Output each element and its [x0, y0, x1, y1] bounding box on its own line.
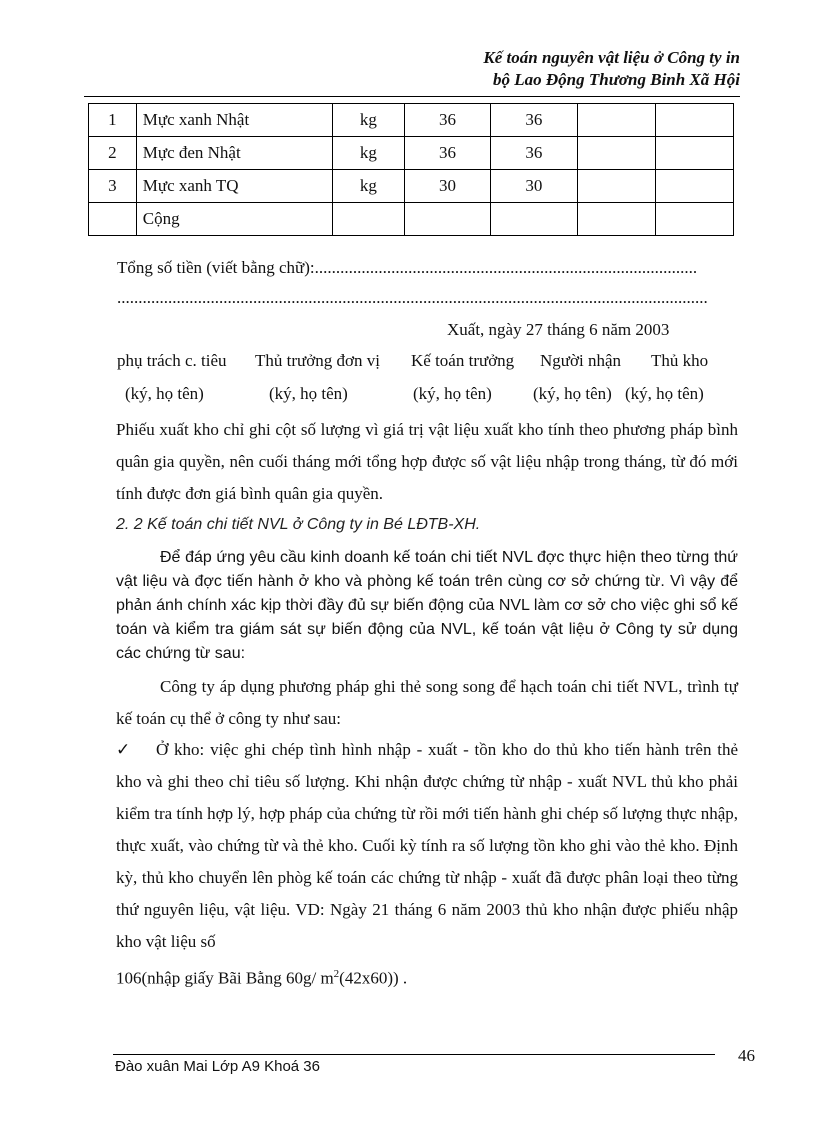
row-price: [577, 137, 655, 170]
page-header: [483, 47, 740, 91]
role-1: phụ trách c. tiêu: [117, 351, 227, 370]
table-total-row: [89, 203, 734, 236]
row-price: [577, 170, 655, 203]
materials-table: [88, 103, 734, 236]
row-qty-issued: 36: [491, 104, 577, 137]
note-5: (ký, họ tên): [625, 384, 704, 403]
row-qty-requested: 30: [404, 170, 490, 203]
paragraph-4-tail: (42x60)) .: [339, 968, 408, 988]
paragraph-3: Công ty áp dụng phương pháp ghi thẻ song song để hạch toán chi tiết NVL, trình tự kế toán cụ thể ở công ty như sau:: [116, 677, 738, 728]
note-1: (ký, họ tên): [125, 384, 204, 403]
row-qty-requested: 36: [404, 104, 490, 137]
page-number: 46: [738, 1046, 755, 1065]
role-2: Thủ trưởng đơn vị: [255, 351, 380, 370]
header-rule: [84, 96, 740, 97]
checkmark-icon: ✓: [116, 740, 131, 759]
total-label: Cộng: [136, 203, 332, 236]
role-4: Người nhận: [540, 351, 621, 370]
row-unit: kg: [332, 170, 404, 203]
row-unit: kg: [332, 104, 404, 137]
table-row: [89, 137, 734, 170]
row-no: 3: [89, 170, 137, 203]
superscript: 2: [333, 968, 340, 980]
row-name: Mực xanh Nhật: [136, 104, 332, 137]
paragraph-4: [116, 734, 738, 995]
row-unit: kg: [332, 137, 404, 170]
footer-text: Đào xuân Mai Lớp A9 Khoá 36: [115, 1058, 320, 1075]
paragraph-2: Để đáp ứng yêu cầu kinh doanh kế toán chi tiết NVL đợc thực hiện theo từng thứ vật liệu và đợc tiến hành ở kho và phòng kế toán trên cùng cơ sở chứng từ. Vì vậy để phản ánh chính xác kịp thời đầy đủ sự biến động của NVL làm cơ sở cho việc ghi sổ kế toán và kiểm tra giám sát sự biến động của NVL, kế toán vật liệu ở Công ty sử dụng các chứng từ sau:: [116, 549, 738, 662]
row-qty-issued: 30: [491, 170, 577, 203]
row-name: Mực đen Nhật: [136, 137, 332, 170]
paragraph-4-text: Ở kho: việc ghi chép tình hình nhập - xuất - tồn kho do thủ kho tiến hành trên thẻ kho và ghi theo chỉ tiêu số lượng. Khi nhận được chứng từ nhập - xuất NVL thủ kho phải kiểm tra tính hợp lý, hợp pháp của chứng từ rồi mới tiến hành ghi chép số lượng thực nhập, thực xuất, vào chứng từ và thẻ kho. Cuối kỳ tính ra số lượng tồn kho ghi vào thẻ kho. Định kỳ, thủ kho chuyển lên phòg kế toán các chứng từ nhập - xuất đã được phân loại theo từng thứ nguyên liệu, vật liệu. VD: Ngày 21 tháng 6 năm 2003 thủ kho nhận được phiếu nhập kho vật liệu số: [116, 740, 738, 951]
row-amount: [655, 137, 733, 170]
section-heading: 2. 2 Kế toán chi tiết NVL ở Công ty in Bé LĐTB-XH.: [116, 516, 481, 533]
header-line-2: bộ Lao Động Thương Binh Xã Hội: [493, 70, 740, 89]
row-name: Mực xanh TQ: [136, 170, 332, 203]
header-line-1: Kế toán nguyên vật liệu ở Công ty in: [483, 48, 740, 67]
note-4: (ký, họ tên): [533, 384, 612, 403]
paragraph-4-last: 106(nhập giấy Bãi Bằng 60g/ m: [116, 968, 334, 988]
note-2: (ký, họ tên): [269, 384, 348, 403]
row-qty-requested: 36: [404, 137, 490, 170]
row-amount: [655, 170, 733, 203]
footer-rule: [113, 1054, 715, 1055]
issue-date: Xuất, ngày 27 tháng 6 năm 2003: [447, 320, 670, 339]
row-price: [577, 104, 655, 137]
table-row: [89, 170, 734, 203]
row-no: 2: [89, 137, 137, 170]
row-no: 1: [89, 104, 137, 137]
row-amount: [655, 104, 733, 137]
role-3: Kế toán trưởng: [411, 351, 515, 370]
paragraph-1: Phiếu xuất kho chỉ ghi cột số lượng vì giá trị vật liệu xuất kho tính theo phương pháp bình quân gia quyền, nên cuối tháng mới tổng hợp được số vật liệu nhập trong tháng, từ đó mới tính được đơn giá bình quân gia quyền.: [116, 420, 738, 503]
table-row: [89, 104, 734, 137]
row-qty-issued: 36: [491, 137, 577, 170]
note-3: (ký, họ tên): [413, 384, 492, 403]
amount-in-words-cont: ...........................................................................................................................................: [117, 288, 708, 307]
amount-in-words: Tổng số tiền (viết bằng chữ):..........................................................................................: [117, 258, 698, 277]
role-5: Thủ kho: [651, 351, 709, 370]
